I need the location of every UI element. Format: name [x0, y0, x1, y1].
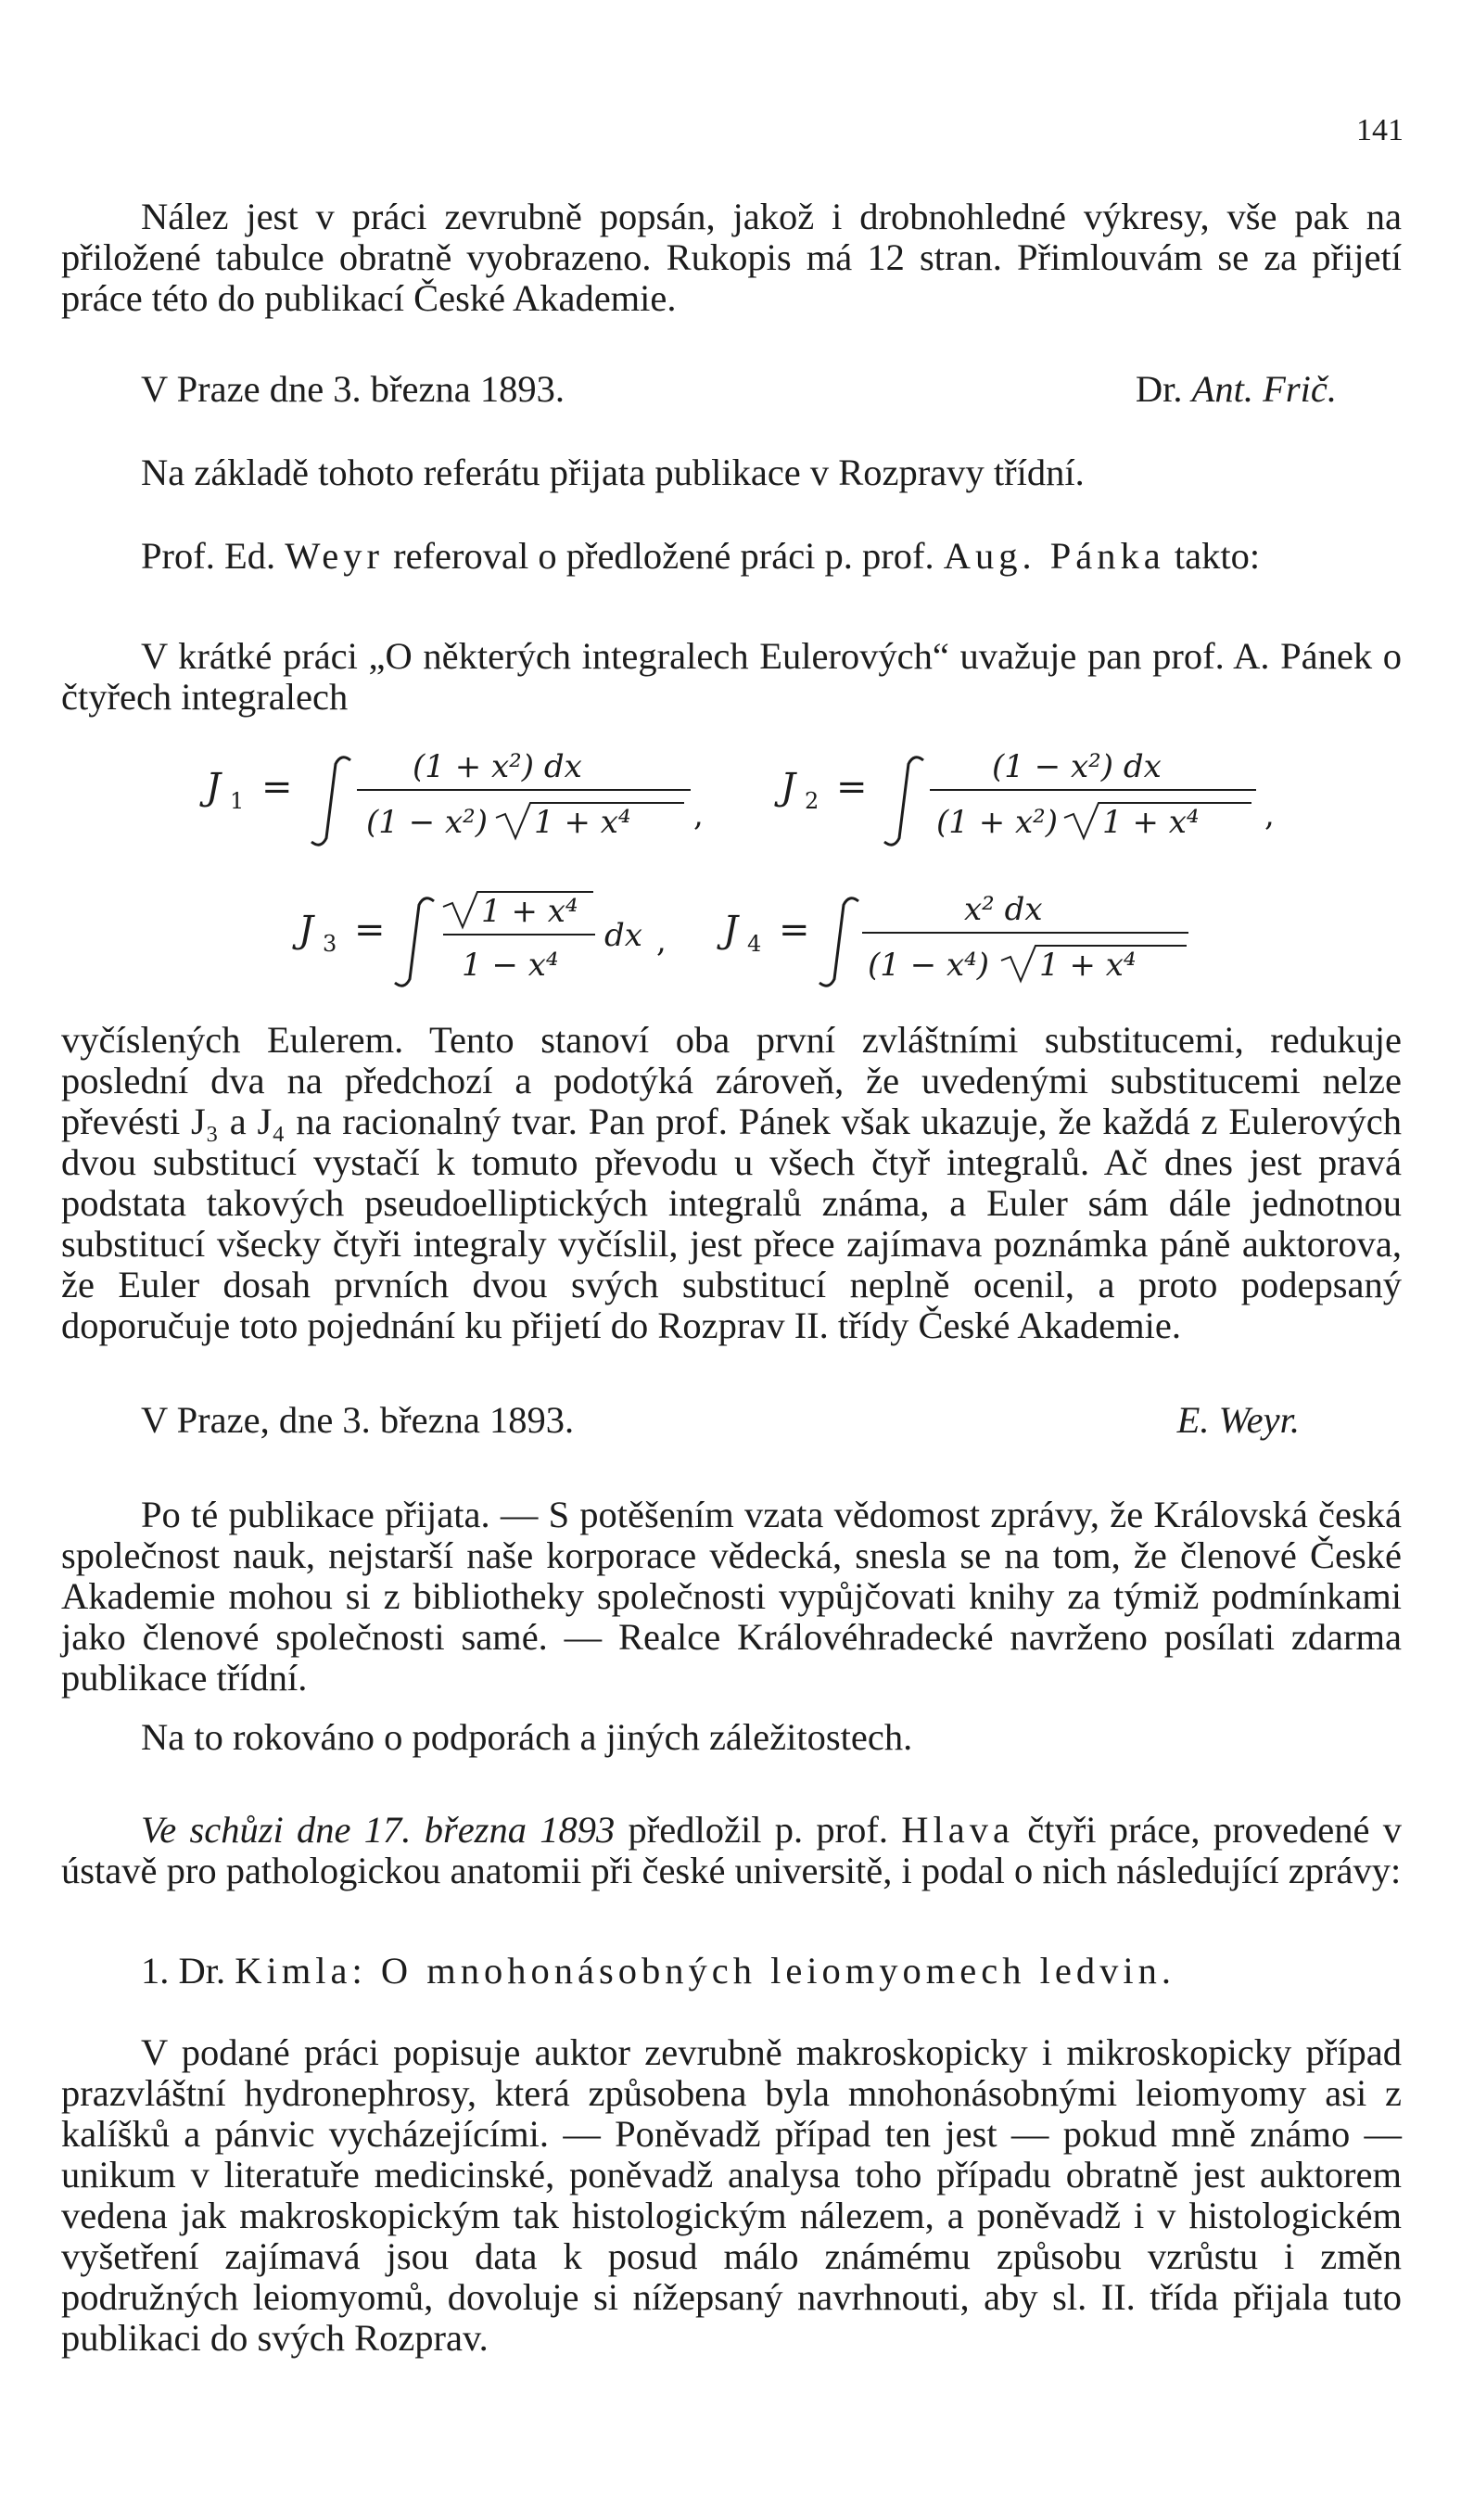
j2-radicand: 1 + x⁴: [1102, 804, 1200, 841]
weyr-intro-b: referoval o předložené práci p. prof.: [383, 535, 944, 577]
signature-author: [1136, 369, 1337, 410]
formula-row-1: [0, 742, 1461, 862]
j4-label: J: [723, 909, 739, 951]
signature-title: Dr.: [1135, 368, 1183, 410]
j2-subscript: 2: [805, 788, 819, 814]
paragraph-session-17-march: [61, 1810, 1402, 1891]
weyr-name: Weyr: [285, 535, 384, 577]
j4-subscript: 4: [747, 931, 762, 957]
item-number: 1. Dr.: [141, 1950, 235, 1992]
formula-j2: [774, 748, 1275, 845]
j3-integral-sign: [395, 898, 434, 986]
signature-line-weyr: [141, 1400, 1337, 1441]
formula-j3: [292, 892, 667, 986]
paragraph-fric-report: Nález jest v práci zevrubně popsán, jakož i drobnohledné výkresy, vše pak na přiložené tabulce obratně vyobrazeno. Rukopis má 12 stran. Přimlouvám se za přijetí práce této do publikací České Akademie.: [61, 196, 1402, 319]
signature-line-fric: [141, 369, 1337, 410]
j4-integral-sign: [819, 898, 858, 986]
paragraph-decision-rozpravy: Na základě tohoto referátu přijata publikace v Rozpravy třídní.: [141, 452, 1085, 493]
j4-equals: =: [779, 909, 810, 951]
session-intro-a: předložil p. prof.: [615, 1809, 902, 1851]
j4-denominator: (1 − x⁴): [868, 947, 990, 984]
j3-equals: =: [354, 909, 386, 951]
j3-dx: dx: [604, 917, 642, 954]
j2-integral-sign: [884, 757, 923, 845]
j2-comma: ,: [1264, 796, 1275, 834]
j1-label: J: [206, 766, 222, 808]
j1-subscript: 1: [230, 788, 245, 814]
weyr-intro-c: takto:: [1164, 535, 1261, 577]
j3-radicand: 1 + x⁴: [481, 893, 578, 930]
j4-numerator: x² dx: [964, 891, 1043, 928]
hlava-name: Hlava: [901, 1809, 1014, 1851]
j2-numerator: (1 − x²) dx: [992, 748, 1162, 785]
paragraph-other-matters: Na to rokováno o podporách a jiných záležitostech.: [141, 1716, 913, 1758]
j3-subscript: 3: [323, 931, 337, 957]
j1-numerator: (1 + x²) dx: [413, 748, 582, 785]
page-number: 141: [1356, 113, 1404, 147]
signature-name: Ant. Frič.: [1191, 368, 1337, 410]
j2-denominator: (1 + x²): [936, 804, 1059, 841]
signature-place-date: V Praze, dne 3. března 1893.: [141, 1399, 575, 1441]
signature-name: E. Weyr.: [1176, 1399, 1300, 1441]
j1-denominator: (1 − x²): [366, 804, 489, 841]
j3-comma: ,: [656, 923, 667, 960]
j1-integral-sign: [311, 757, 350, 845]
session-date: Ve schůzi dne 17. března 1893: [141, 1809, 616, 1851]
paragraph-publication-accepted: Po té publikace přijata. — S potěšením vzata vědomost zprávy, že Královská česká společnost nauk, nejstarší naše korporace vědecká, snesla se na tom, že členové České Akademie mohou si z bibliotheky společnosti vypůjčovati knihy za týmiž podmínkami jako členové společnosti samé. — Realce Královéhradecké navrženo posílati zdarma publikace třídní.: [61, 1494, 1402, 1699]
formula-row-2: [0, 877, 1461, 998]
item-title: Kimla: O mnohonásobných leiomyomech ledvin.: [235, 1950, 1175, 1992]
heading-item-1: [61, 1951, 1402, 1992]
weyr-intro-a: Prof. Ed.: [141, 535, 286, 577]
j4-radicand: 1 + x⁴: [1039, 947, 1137, 984]
formula-j1: [199, 748, 704, 845]
j3-label: J: [299, 909, 314, 951]
j1-radicand: 1 + x⁴: [534, 804, 631, 841]
signature-place-date: V Praze dne 3. března 1893.: [141, 368, 565, 410]
j3-denominator: 1 − x⁴: [462, 947, 559, 984]
j1-equals: =: [261, 766, 293, 808]
j1-comma: ,: [693, 796, 704, 834]
paragraph-weyr-intro: [61, 536, 1402, 577]
paragraph-weyr-evaluation: vyčíslených Eulerem. Tento stanoví oba první zvláštními substitucemi, redukuje poslední dva na předchozí a podotýká zároveň, že uvedenými substitucemi nelze převésti J₃ a J₄ na racionalný tvar. Pan prof. Pánek však ukazuje, že každá z Eulerových dvou substitucí vystačí k tomuto převodu u všech čtyř integralů. Ač dnes jest pravá podstata takových pseudoelliptických integralů známa, a Euler sám dále jednotnou substitucí všecky čtyři integraly vyčíslil, jest přece zajímava poznámka páně auktorova, že Euler dosah prvních dvou svých substitucí neplně ocenil, a proto podepsaný doporučuje toto pojednání ku přijetí do Rozprav II. třídy České Akademie.: [61, 1019, 1402, 1346]
j2-label: J: [781, 766, 796, 808]
formula-j4: [717, 891, 1188, 986]
j2-equals: =: [836, 766, 868, 808]
paragraph-euler-integrals: V krátké práci „O některých integralech Eulerových“ uvažuje pan prof. A. Pánek o čtyřech integralech: [61, 635, 1402, 718]
panek-name: Aug. Pánka: [943, 535, 1165, 577]
paragraph-kimla-report: V podané práci popisuje auktor zevrubně makroskopicky i mikroskopicky případ prazvláštní hydronephrosy, která způsobena byla mnohonásobnými leiomyomy asi z kalíšků a pánvic vycházejícími. — Poněvadž případ ten jest — pokud mně známo — unikum v literatuře medicinské, poněvadž analysa toho případu obratně jest auktorem vedena jak makroskopickým tak histologickým nálezem, a poněvadž i v histologickém vyšetření zajímavá jsou data k posud málo známému způsobu vzrůstu i změn podružných leiomyomů, dovoluje si nížepsaný navrhnouti, aby sl. II. třída přijala tuto publikaci do svých Rozprav.: [61, 2031, 1402, 2359]
session-intro-b: čtyři práce, provedené v ústavě pro pathologickou anatomii při české universitě, i podal o nich následující zprávy:: [61, 1809, 1403, 1891]
